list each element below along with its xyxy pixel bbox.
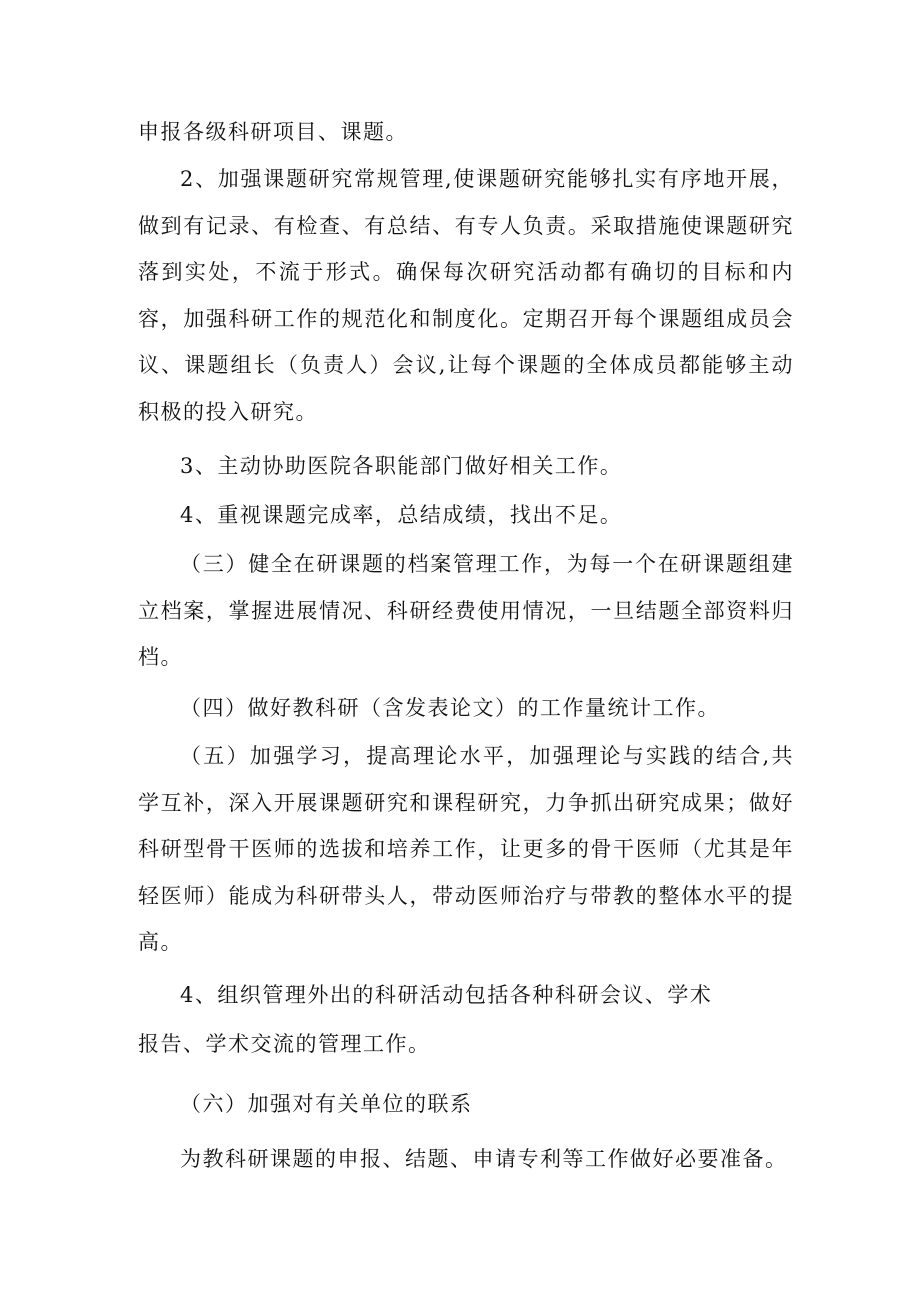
paragraph-section-6-body: 为教科研课题的申报、结题、申请专利等工作做好必要准备。	[180, 1147, 788, 1171]
paragraph-section-5: （五）加强学习，提高理论水平，加强理论与实践的结合,共学互补，深入开展课题研究和课程研究，力争抓出研究成果；做好科研型骨干医师的选拔和培养工作，让更多的骨干医师（尤其是年轻医师）能成为科研带头人，带动医师治疗与带教的整体水平的提高。	[138, 744, 794, 954]
paragraph-item-4b-continuation: 报告、学术交流的管理工作。	[138, 1032, 431, 1056]
paragraph-item-4: 4、重视课题完成率，总结成绩，找出不足。	[180, 503, 623, 527]
paragraph-item-4b: 4、组织管理外出的科研活动包括各种科研会议、学术	[180, 983, 713, 1007]
paragraph-item-3: 3、主动协助医院各职能部门做好相关工作。	[180, 454, 623, 478]
paragraph-section-3: （三）健全在研课题的档案管理工作，为每一个在研课题组建立档案，掌握进展情况、科研经费使用情况，一旦结题全部资料归档。	[138, 552, 794, 669]
paragraph-section-6: （六）加强对有关单位的联系	[180, 1092, 473, 1116]
paragraph-continuation: 申报各级科研项目、课题。	[138, 120, 408, 144]
paragraph-section-4: （四）做好教科研（含发表论文）的工作量统计工作。	[180, 696, 720, 720]
paragraph-item-2: 2、加强课题研究常规管理,使课题研究能够扎实有序地开展，做到有记录、有检查、有总结、有专人负责。采取措施使课题研究落到实处，不流于形式。确保每次研究活动都有确切的目标和内容，加强科研工作的规范化和制度化。定期召开每个课题组成员会议、课题组长（负责人）会议,让每个课题的全体成员都能够主动积极的投入研究。	[138, 167, 794, 424]
